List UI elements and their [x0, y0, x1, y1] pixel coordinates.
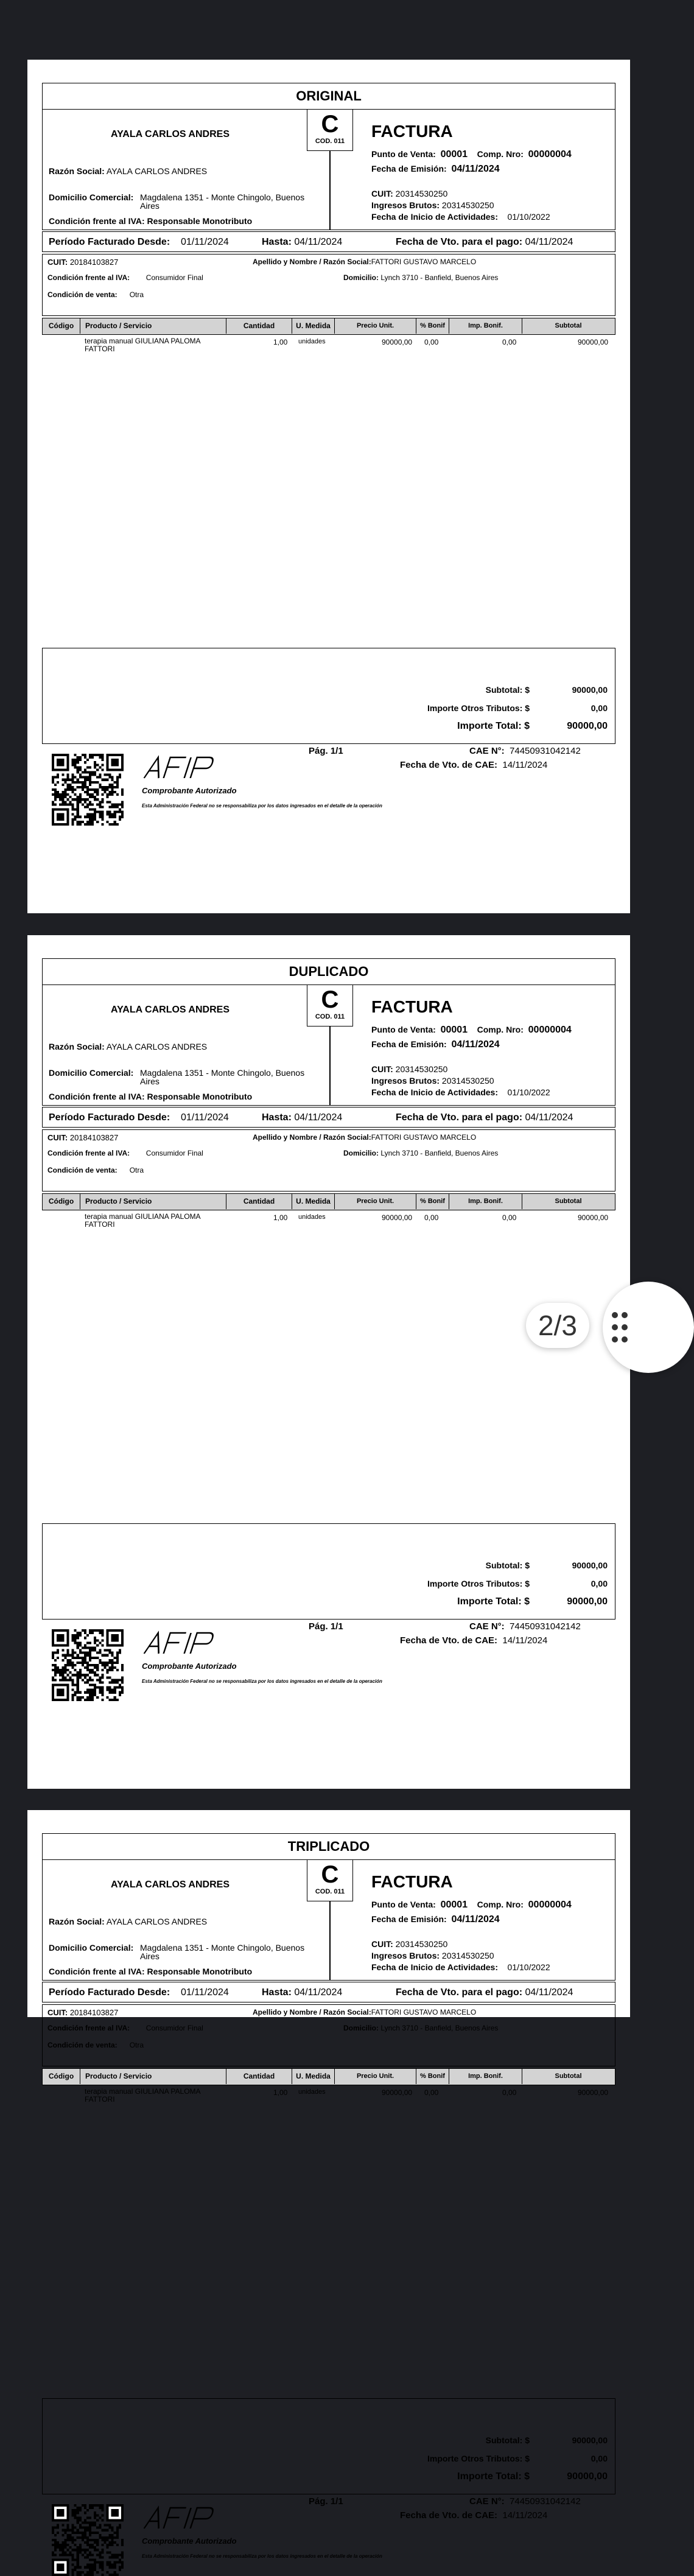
grid-dots-icon	[610, 1309, 647, 1346]
customer-cuit: CUIT: 20184103827	[47, 1133, 119, 1142]
invoice-letter-box	[307, 985, 353, 1027]
copy-title: TRIPLICADO	[42, 1833, 615, 1860]
col-precio: Precio Unit.	[335, 318, 416, 334]
legal-notice: Esta Administración Federal no se responsabiliza por los datos ingresados en el detalle de la operación	[142, 803, 382, 809]
sale-condition: Condición de venta: Otra	[47, 2041, 144, 2049]
issuer-address-label: Domicilio Comercial:	[49, 1943, 134, 1953]
copy-title: ORIGINAL	[42, 83, 615, 110]
billing-period	[42, 231, 615, 252]
invoice-letter: C	[321, 111, 339, 138]
billing-period	[42, 1982, 615, 2002]
cae-expiry: Fecha de Vto. de CAE: 14/11/2024	[400, 1635, 548, 1646]
gross-income: Ingresos Brutos: 20314530250	[371, 1076, 494, 1086]
issuer-address-label: Domicilio Comercial:	[49, 192, 134, 202]
col-cantidad: Cantidad	[226, 318, 292, 334]
header-divider	[329, 151, 331, 230]
legal-notice: Esta Administración Federal no se responsabiliza por los datos ingresados en el detalle de la operación	[142, 1679, 382, 1684]
items-table-header	[42, 2068, 615, 2085]
period-from: Período Facturado Desde: 01/11/2024	[49, 1987, 229, 1998]
customer-address: Domicilio: Lynch 3710 - Banfield, Buenos Aires	[343, 273, 499, 282]
row-price: 90000,00	[382, 338, 413, 346]
customer-tax-condition: Condición frente al IVA: Consumidor Final	[47, 2024, 203, 2032]
cae-expiry: Fecha de Vto. de CAE: 14/11/2024	[400, 760, 548, 770]
invoice-footer	[42, 2497, 615, 2576]
total-label: Importe Total: $	[457, 1596, 530, 1607]
issuer-address: Magdalena 1351 - Monte Chingolo, Buenos Aires	[140, 1068, 305, 1086]
point-of-sale: Punto de Venta: 00001 Comp. Nro: 00000004	[371, 149, 572, 160]
col-producto: Producto / Servicio	[80, 2069, 226, 2084]
total-label: Importe Total: $	[457, 2471, 530, 2482]
invoice-type: FACTURA	[371, 122, 453, 141]
issuer-business-name: Razón Social: AYALA CARLOS ANDRES	[49, 1042, 208, 1051]
issuer-name: AYALA CARLOS ANDRES	[111, 129, 230, 139]
issuer-address-label: Domicilio Comercial:	[49, 1068, 134, 1078]
invoice-code: COD. 011	[315, 138, 345, 145]
issue-date: Fecha de Emisión: 04/11/2024	[371, 1039, 500, 1050]
period-from: Período Facturado Desde: 01/11/2024	[49, 1112, 229, 1123]
totals-box	[42, 1523, 615, 1620]
row-imp-bonif: 0,00	[502, 338, 517, 346]
col-precio: Precio Unit.	[335, 2069, 416, 2084]
col-cantidad: Cantidad	[226, 2069, 292, 2084]
payment-due: Fecha de Vto. para el pago: 04/11/2024	[396, 237, 573, 247]
invoice-header	[42, 110, 615, 230]
row-subtotal: 90000,00	[578, 1213, 609, 1222]
row-bonif: 0,00	[424, 2088, 439, 2097]
customer-address: Domicilio: Lynch 3710 - Banfield, Buenos Aires	[343, 2024, 499, 2032]
col-codigo: Código	[43, 2069, 80, 2084]
grid-menu-button[interactable]	[603, 1282, 694, 1373]
other-taxes-label: Importe Otros Tributos: $	[427, 2454, 530, 2463]
total-label: Importe Total: $	[457, 721, 530, 731]
invoice-code: COD. 011	[315, 1888, 345, 1895]
col-precio: Precio Unit.	[335, 1194, 416, 1209]
total-value: 90000,00	[567, 721, 608, 731]
afip-logo	[142, 755, 227, 781]
col-imp-bonif: Imp. Bonif.	[449, 1194, 522, 1209]
customer-name: Apellido y Nombre / Razón Social:FATTORI GUSTAVO MARCELO	[253, 1133, 477, 1142]
invoice-letter-box	[307, 110, 353, 151]
authorized-label: Comprobante Autorizado	[142, 2536, 237, 2546]
totals-box	[42, 2398, 615, 2494]
items-table-header	[42, 318, 615, 335]
invoice-type: FACTURA	[371, 1872, 453, 1891]
other-taxes-value: 0,00	[591, 1579, 608, 1588]
invoice-letter: C	[321, 1861, 339, 1888]
row-price: 90000,00	[382, 1213, 413, 1222]
col-medida: U. Medida	[292, 2069, 335, 2084]
row-imp-bonif: 0,00	[502, 1213, 517, 1222]
issue-date: Fecha de Emisión: 04/11/2024	[371, 164, 500, 174]
subtotal-value: 90000,00	[572, 685, 608, 695]
customer-info	[42, 1129, 615, 1191]
issuer-business-name: Razón Social: AYALA CARLOS ANDRES	[49, 1917, 208, 1926]
invoice-letter: C	[321, 986, 339, 1013]
row-product: terapia manual GIULIANA PALOMA FATTORI	[85, 2087, 201, 2104]
document-page	[27, 1810, 630, 2559]
customer-name: Apellido y Nombre / Razón Social:FATTORI GUSTAVO MARCELO	[253, 2008, 477, 2016]
row-quantity: 1,00	[273, 1213, 288, 1222]
col-codigo: Código	[43, 318, 80, 334]
period-to: Hasta: 04/11/2024	[262, 1987, 343, 1998]
col-bonif: % Bonif	[416, 2069, 449, 2084]
row-unit: unidades	[298, 1213, 326, 1221]
col-producto: Producto / Servicio	[80, 318, 226, 334]
cae-number: CAE N°: 74450931042142	[469, 746, 581, 756]
col-cantidad: Cantidad	[226, 1194, 292, 1209]
col-subtotal: Subtotal	[555, 1198, 582, 1205]
issuer-address: Magdalena 1351 - Monte Chingolo, Buenos Aires	[140, 192, 305, 211]
other-taxes-label: Importe Otros Tributos: $	[427, 1579, 530, 1588]
header-divider	[329, 1901, 331, 1981]
totals-box	[42, 648, 615, 744]
billing-period	[42, 1107, 615, 1128]
invoice-footer	[42, 746, 615, 826]
other-taxes-value: 0,00	[591, 2454, 608, 2463]
col-medida: U. Medida	[292, 1194, 335, 1209]
activity-start: Fecha de Inicio de Actividades: 01/10/2022	[371, 1962, 550, 1972]
legal-notice: Esta Administración Federal no se responsabiliza por los datos ingresados en el detalle de la operación	[142, 2553, 382, 2559]
issuer-business-name: Razón Social: AYALA CARLOS ANDRES	[49, 166, 208, 176]
col-imp-bonif: Imp. Bonif.	[449, 2069, 522, 2084]
activity-start: Fecha de Inicio de Actividades: 01/10/2022	[371, 1087, 550, 1097]
period-from: Período Facturado Desde: 01/11/2024	[49, 237, 229, 247]
afip-logo	[142, 1630, 227, 1656]
subtotal-value: 90000,00	[572, 2435, 608, 2445]
authorized-label: Comprobante Autorizado	[142, 786, 237, 795]
customer-tax-condition: Condición frente al IVA: Consumidor Final	[47, 1149, 203, 1157]
row-price: 90000,00	[382, 2088, 413, 2097]
invoice-footer	[42, 1622, 615, 1701]
issuer-name: AYALA CARLOS ANDRES	[111, 1005, 230, 1015]
issuer-address: Magdalena 1351 - Monte Chingolo, Buenos Aires	[140, 1943, 305, 1961]
header-divider	[329, 1027, 331, 1106]
customer-name: Apellido y Nombre / Razón Social:FATTORI GUSTAVO MARCELO	[253, 258, 477, 266]
qr-code-icon	[52, 1629, 124, 1701]
sale-condition: Condición de venta: Otra	[47, 1166, 144, 1174]
afip-logo	[142, 2505, 227, 2531]
period-to: Hasta: 04/11/2024	[262, 237, 343, 247]
subtotal-label: Subtotal: $	[485, 1560, 530, 1570]
sale-condition: Condición de venta: Otra	[47, 290, 144, 299]
authorized-label: Comprobante Autorizado	[142, 1662, 237, 1671]
point-of-sale: Punto de Venta: 00001 Comp. Nro: 00000004	[371, 1025, 572, 1035]
payment-due: Fecha de Vto. para el pago: 04/11/2024	[396, 1987, 573, 1998]
cae-expiry: Fecha de Vto. de CAE: 14/11/2024	[400, 2510, 548, 2521]
invoice-letter-box	[307, 1860, 353, 1901]
invoice-type: FACTURA	[371, 997, 453, 1016]
invoice-header	[42, 1860, 615, 1981]
invoice-header	[42, 985, 615, 1106]
issuer-cuit: CUIT: 20314530250	[371, 1939, 448, 1949]
row-bonif: 0,00	[424, 338, 439, 346]
gross-income: Ingresos Brutos: 20314530250	[371, 200, 494, 210]
row-quantity: 1,00	[273, 338, 288, 346]
row-subtotal: 90000,00	[578, 338, 609, 346]
col-codigo: Código	[43, 1194, 80, 1209]
col-subtotal: Subtotal	[555, 322, 582, 329]
col-imp-bonif: Imp. Bonif.	[449, 318, 522, 334]
row-product: terapia manual GIULIANA PALOMA FATTORI	[85, 1212, 201, 1229]
subtotal-value: 90000,00	[572, 1560, 608, 1570]
other-taxes-label: Importe Otros Tributos: $	[427, 703, 530, 713]
issuer-tax-condition: Condición frente al IVA: Responsable Monotributo	[49, 1092, 253, 1101]
cae-number: CAE N°: 74450931042142	[469, 1621, 581, 1632]
customer-cuit: CUIT: 20184103827	[47, 2008, 119, 2017]
row-bonif: 0,00	[424, 1213, 439, 1222]
customer-info	[42, 2004, 615, 2066]
payment-due: Fecha de Vto. para el pago: 04/11/2024	[396, 1112, 573, 1123]
issuer-name: AYALA CARLOS ANDRES	[111, 1879, 230, 1890]
col-bonif: % Bonif	[416, 318, 449, 334]
period-to: Hasta: 04/11/2024	[262, 1112, 343, 1123]
issuer-tax-condition: Condición frente al IVA: Responsable Monotributo	[49, 1967, 253, 1976]
issue-date: Fecha de Emisión: 04/11/2024	[371, 1914, 500, 1925]
qr-code-icon	[52, 2504, 124, 2576]
page-number: Pág. 1/1	[309, 1621, 343, 1632]
subtotal-label: Subtotal: $	[485, 685, 530, 695]
gross-income: Ingresos Brutos: 20314530250	[371, 1951, 494, 1960]
copy-title: DUPLICADO	[42, 958, 615, 985]
customer-tax-condition: Condición frente al IVA: Consumidor Final	[47, 273, 203, 282]
issuer-tax-condition: Condición frente al IVA: Responsable Monotributo	[49, 216, 253, 226]
col-producto: Producto / Servicio	[80, 1194, 226, 1209]
page-number: Pág. 1/1	[309, 2496, 343, 2507]
row-unit: unidades	[298, 2088, 326, 2096]
customer-info	[42, 254, 615, 316]
page-number: Pág. 1/1	[309, 746, 343, 756]
page-indicator: 2/3	[526, 1303, 589, 1348]
col-medida: U. Medida	[292, 318, 335, 334]
row-unit: unidades	[298, 338, 326, 345]
qr-code-icon	[52, 754, 124, 826]
customer-address: Domicilio: Lynch 3710 - Banfield, Buenos Aires	[343, 1149, 499, 1157]
invoice-code: COD. 011	[315, 1013, 345, 1020]
customer-cuit: CUIT: 20184103827	[47, 258, 119, 267]
document-page	[27, 935, 630, 1789]
items-table-header	[42, 1193, 615, 1210]
other-taxes-value: 0,00	[591, 703, 608, 713]
point-of-sale: Punto de Venta: 00001 Comp. Nro: 00000004	[371, 1900, 572, 1910]
row-product: terapia manual GIULIANA PALOMA FATTORI	[85, 337, 201, 353]
total-value: 90000,00	[567, 2471, 608, 2482]
col-bonif: % Bonif	[416, 1194, 449, 1209]
row-subtotal: 90000,00	[578, 2088, 609, 2097]
activity-start: Fecha de Inicio de Actividades: 01/10/2022	[371, 212, 550, 222]
row-quantity: 1,00	[273, 2088, 288, 2097]
total-value: 90000,00	[567, 1596, 608, 1607]
col-subtotal: Subtotal	[555, 2072, 582, 2080]
issuer-cuit: CUIT: 20314530250	[371, 1064, 448, 1074]
row-imp-bonif: 0,00	[502, 2088, 517, 2097]
subtotal-label: Subtotal: $	[485, 2435, 530, 2445]
issuer-cuit: CUIT: 20314530250	[371, 189, 448, 198]
cae-number: CAE N°: 74450931042142	[469, 2496, 581, 2507]
document-page	[27, 60, 630, 913]
